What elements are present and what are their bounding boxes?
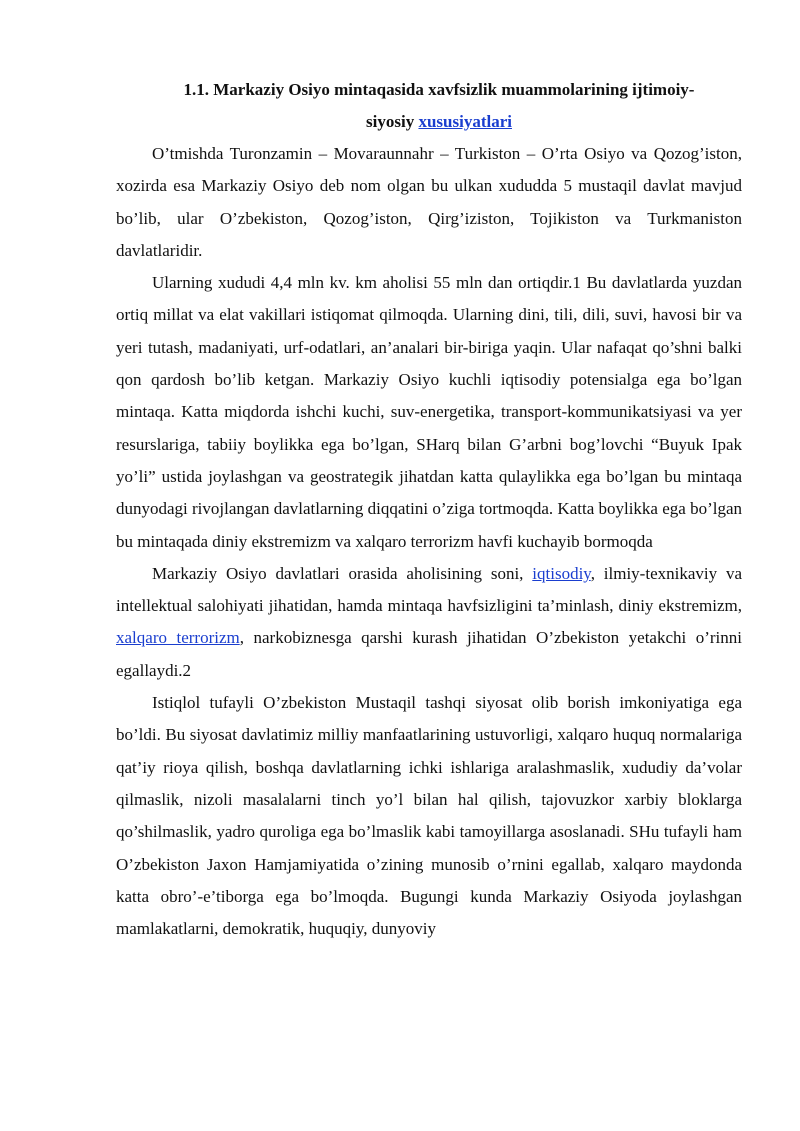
heading-link-xususiyatlari[interactable]: xususiyatlari [418, 112, 512, 131]
link-iqtisodiy[interactable]: iqtisodiy [532, 563, 591, 583]
paragraph-1: O’tmishda Turonzamin – Movaraunnahr – Turkiston – O’rta Osiyo va Qozog’iston, xozirda esa Markaziy Osiyo deb nom olgan bu ulkan xududda 5 mustaqil davlat mavjud bo’lib, ular O’zbekiston, Qozog’iston, Qirg’iziston, Tojikiston va Turkmaniston davlatlaridir. [116, 144, 742, 260]
paragraph-4: Istiqlol tufayli O’zbekiston Mustaqil tashqi siyosat olib borish imkoniyatiga ega bo’ldi. Bu siyosat davlatimiz milliy manfaatlarining ustuvorligi, xalqaro huquq normalariga qat’iy rioya qilish, boshqa davlatlarning ichki ishlariga aralashmaslik, xududiy da’volar qilmaslik, nizoli masalalarni tinch yo’l bilan hal qilish, tajovuzkor xarbiy bloklarga qo’shilmaslik, yadro quroliga ega bo’lmaslik kabi tamoyillarga asoslanadi. SHu tufayli ham O’zbekiston Jaxon Hamjamiyatida o’zining munosib o’rnini egallab, xalqaro maydonda katta obro’-e’tiborga ega bo’lmoqda. Bugungi kunda Markaziy Osiyoda joylashgan mamlakatlarni, demokratik, huquqiy, dunyoviy [116, 693, 742, 939]
link-xalqaro-terrorizm[interactable]: xalqaro terrorizm [116, 628, 240, 648]
paragraph-2: Ularning xududi 4,4 mln kv. km aholisi 55 mln dan ortiqdir.1 Bu davlatlarda yuzdan ortiq millat va elat vakillari istiqomat qilmoqda. Ularning dini, tili, dili, suvi, havosi bir va yeri tutash, madaniyati, urf-odatlari, an’analari bir-biriga yaqin. Ular nafaqat qo’shni balki qon qardosh bo’lib ketgan. Markaziy Osiyo kuchli iqtisodiy potensialga ega bo’lgan mintaqa. Katta miqdorda ishchi kuchi, suv-energetika, transport-kommunikatsiyasi va yer resurslariga, tabiiy boylikka ega bo’lgan, SHarq bilan G’arbni bog’lovchi “Buyuk Ipak yo’li” ustida joylashgan va geostrategik jihatdan katta qulaylikka ega bo’lgan bu mintaqa dunyodagi rivojlangan davlatlarning diqqatini o’ziga tortmoqda. Katta boylikka ega bo’lgan bu mintaqada diniy ekstremizm va xalqaro terrorizm havfi kuchayib bormoqda [116, 273, 742, 551]
paragraph-3-part-b: , ilmiy-texnikaviy va intellektual salohiyati jihatidan, hamda mintaqa havfsizligini ta’minlash, diniy ekstremizm, [116, 563, 742, 616]
heading-line-2-text: siyosiy [366, 112, 419, 131]
paragraph-3-part-a: Markaziy Osiyo davlatlari orasida aholisining soni, [152, 563, 533, 583]
paragraph-3-part-c: , narkobiznesga qarshi kurash jihatidan O’zbekiston yetakchi o’rinni egallaydi.2 [116, 628, 742, 680]
section-heading [116, 74, 742, 138]
paragraph-3 [116, 558, 742, 687]
heading-line-2 [136, 106, 742, 138]
heading-line-1: 1.1. Markaziy Osiyo mintaqasida xavfsizlik muammolarining ijtimoiy- [183, 80, 695, 99]
